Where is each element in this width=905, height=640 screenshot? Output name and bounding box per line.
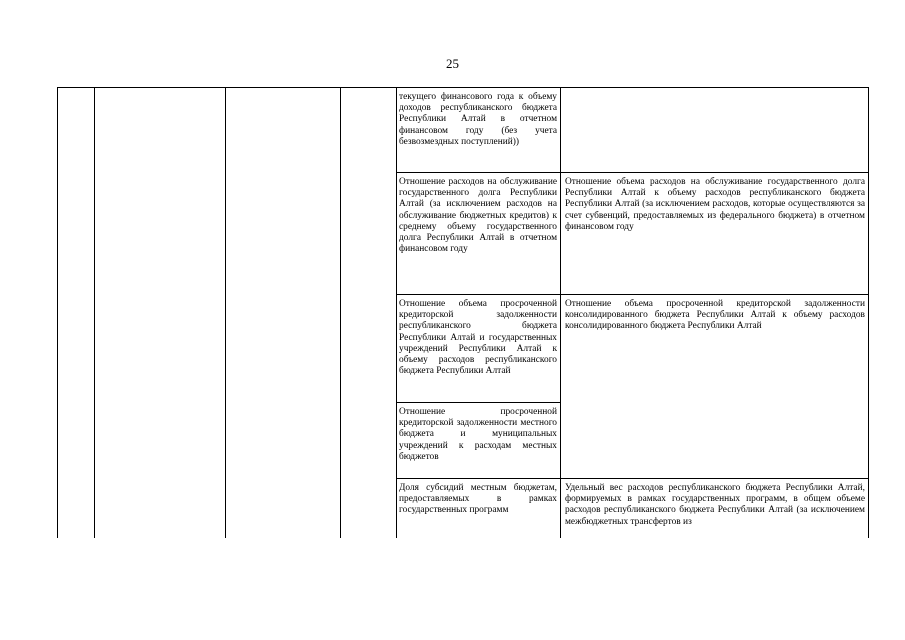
table-column-border	[868, 87, 869, 538]
page-number: 25	[446, 56, 459, 71]
description-cell: Удельный вес расходов республиканского бюджета Республики Алтай, формируемых в рамках государственных программ, в общем объеме расходов республиканского бюджета Республики Алтай (за исключением межбюджетных трансфертов из	[565, 483, 865, 527]
table-column-border	[225, 87, 226, 538]
indicator-cell: Доля субсидий местным бюджетам, предоставляемых в рамках государственных программ	[399, 483, 557, 516]
indicator-cell: Отношение объема просроченной кредиторской задолженности республиканского бюджета Республики Алтай и государственных учреждений Республики Алтай к объему расходов республиканского бюджета Республики Алтай	[399, 299, 557, 377]
table-row-border	[57, 87, 868, 88]
indicator-cell: Отношение просроченной кредиторской задолженности местного бюджета и муниципальных учреждений к расходам местных бюджетов	[399, 407, 557, 462]
description-cell: Отношение объема расходов на обслуживание государственного долга Республики Алтай к объему расходов республиканского бюджета Республики Алтай (за исключением расходов, которые осуществляются за счет субвенций, предоставляемых из федерального бюджета) в отчетном финансовом году	[565, 177, 865, 232]
table-column-border	[94, 87, 95, 538]
table-row-border	[396, 478, 868, 479]
table-row-border	[396, 402, 560, 403]
description-cell	[565, 407, 865, 475]
table-column-border	[560, 87, 561, 538]
table-row-border	[396, 294, 868, 295]
indicator-cell: Отношение расходов на обслуживание государственного долга Республики Алтай (за исключением расходов на обслуживание бюджетных кредитов) к среднему объему государственного долга Республики Алтай в отчетном финансовом году	[399, 177, 557, 255]
description-cell	[565, 92, 865, 170]
table-column-border	[340, 87, 341, 538]
indicator-cell: текущего финансового года к объему доходов республиканского бюджета Республики Алтай в отчетном финансовом году (без учета безвозмездных поступлений))	[399, 92, 557, 147]
table-row-border	[396, 172, 868, 173]
description-cell: Отношение объема просроченной кредиторской задолженности консолидированного бюджета Республики Алтай к объему расходов консолидированного бюджета Республики Алтай	[565, 299, 865, 332]
table-column-border	[396, 87, 397, 538]
table-column-border	[57, 87, 58, 538]
